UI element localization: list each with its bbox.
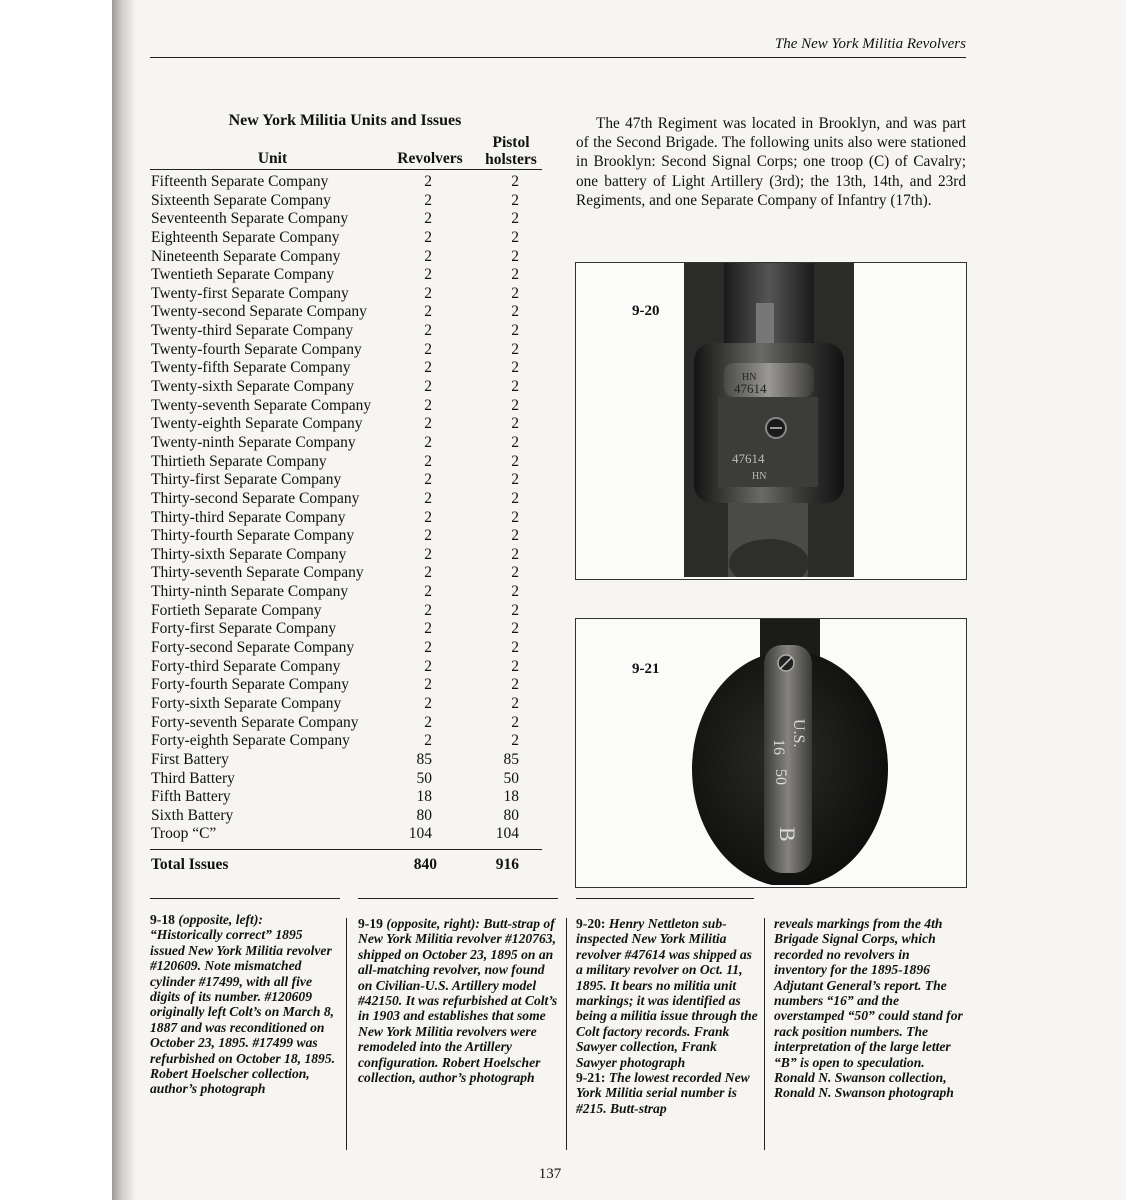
cell-unit: Sixteenth Separate Company bbox=[151, 191, 331, 209]
cell-holsters: 2 bbox=[511, 620, 519, 638]
caption-text-9-21: The lowest recorded New York Militia serial number is #215. Butt-strap bbox=[576, 1070, 750, 1116]
table-row bbox=[150, 751, 542, 770]
cell-holsters: 2 bbox=[511, 639, 519, 657]
table-row bbox=[150, 210, 542, 229]
caption-9-18 bbox=[150, 912, 338, 1097]
cell-holsters: 2 bbox=[511, 564, 519, 582]
caption-text-9-20: Henry Nettleton sub-inspected New York Militia revolver #47614 was shipped as a military revolver on Oct. 11, 1895. It bears no militia unit markings; it was identified as being a militia issue through the Colt factory records. Frank Sawyer collection, Frank Sawyer photograph bbox=[576, 916, 758, 1070]
cell-holsters: 2 bbox=[511, 713, 519, 731]
cell-holsters: 2 bbox=[511, 601, 519, 619]
caption-id-9-20: 9-20: bbox=[576, 916, 606, 931]
cell-revolvers: 2 bbox=[424, 452, 432, 470]
column-header-unit: Unit bbox=[257, 150, 288, 167]
cell-unit: Forty-eighth Separate Company bbox=[151, 732, 350, 750]
caption-divider-3 bbox=[764, 918, 765, 1150]
cell-holsters: 104 bbox=[495, 825, 519, 843]
cell-revolvers: 2 bbox=[424, 228, 432, 246]
cell-holsters: 2 bbox=[511, 359, 519, 377]
table-row bbox=[150, 546, 542, 565]
table-total-row bbox=[150, 855, 542, 875]
cell-unit: Eighteenth Separate Company bbox=[151, 228, 340, 246]
cell-unit: Forty-sixth Separate Company bbox=[151, 694, 342, 712]
cell-unit: Twenty-ninth Separate Company bbox=[151, 433, 356, 451]
table-row bbox=[150, 620, 542, 639]
cell-holsters: 2 bbox=[511, 471, 519, 489]
table-row bbox=[150, 229, 542, 248]
cell-unit: Forty-second Separate Company bbox=[151, 639, 355, 657]
table-row bbox=[150, 341, 542, 360]
caption-rule-2 bbox=[358, 898, 558, 899]
photo-frame-9-21 bbox=[575, 618, 967, 888]
book-spine-shadow bbox=[112, 0, 136, 1200]
table-row bbox=[150, 285, 542, 304]
table-row bbox=[150, 471, 542, 490]
cell-revolvers: 18 bbox=[416, 788, 432, 806]
body-paragraph: The 47th Regiment was located in Brooklyn, and was part of the Second Brigade. The following units also were stationed in Brooklyn: Second Signal Corps; one troop (C) of Cavalry; one battery of Light Artillery (3rd); the 13th, 14th, and 23rd Regiments, and one Separate Company of Infantry (17th). bbox=[576, 115, 966, 209]
table-row bbox=[150, 807, 542, 826]
cell-revolvers: 2 bbox=[424, 676, 432, 694]
table-row bbox=[150, 564, 542, 583]
cell-unit: Twenty-seventh Separate Company bbox=[151, 396, 372, 414]
table-row bbox=[150, 397, 542, 416]
cell-holsters: 2 bbox=[511, 284, 519, 302]
table-row bbox=[150, 192, 542, 211]
table-body bbox=[150, 173, 542, 844]
table-row bbox=[150, 658, 542, 677]
table-row bbox=[150, 583, 542, 602]
cell-unit: Seventeenth Separate Company bbox=[151, 210, 349, 228]
cell-unit: Fortieth Separate Company bbox=[151, 601, 322, 619]
cell-revolvers: 2 bbox=[424, 527, 432, 545]
cell-unit: Thirty-seventh Separate Company bbox=[151, 564, 364, 582]
cell-holsters: 2 bbox=[511, 340, 519, 358]
cell-holsters: 2 bbox=[511, 378, 519, 396]
table-title: New York Militia Units and Issues bbox=[228, 112, 462, 129]
table-row bbox=[150, 434, 542, 453]
cell-holsters: 2 bbox=[511, 415, 519, 433]
cell-revolvers: 2 bbox=[424, 210, 432, 228]
cell-unit: First Battery bbox=[151, 750, 229, 768]
cell-unit: Twenty-sixth Separate Company bbox=[151, 378, 354, 396]
table-row bbox=[150, 453, 542, 472]
cell-holsters: 50 bbox=[503, 769, 519, 787]
caption-divider-1 bbox=[346, 918, 347, 1150]
table-row bbox=[150, 527, 542, 546]
cell-unit: Twenty-first Separate Company bbox=[151, 284, 349, 302]
stamp-cylinder-hn: HN bbox=[752, 471, 767, 482]
cell-holsters: 80 bbox=[503, 806, 519, 824]
cell-holsters: 2 bbox=[511, 322, 519, 340]
cell-revolvers: 2 bbox=[424, 694, 432, 712]
cell-unit: Thirty-third Separate Company bbox=[151, 508, 346, 526]
cell-unit: Forty-first Separate Company bbox=[151, 620, 337, 638]
mark-16: 16 bbox=[770, 739, 787, 755]
butt-strap-photo bbox=[690, 619, 890, 885]
butt-strap-illustration bbox=[690, 619, 890, 885]
cell-revolvers: 2 bbox=[424, 415, 432, 433]
table-row bbox=[150, 770, 542, 789]
cell-unit: Twenty-third Separate Company bbox=[151, 322, 354, 340]
caption-9-20 bbox=[576, 916, 758, 1116]
cell-revolvers: 2 bbox=[424, 583, 432, 601]
column-header-holsters-line2: holsters bbox=[485, 151, 537, 168]
table-row bbox=[150, 490, 542, 509]
total-revolvers: 840 bbox=[413, 856, 437, 873]
table-row bbox=[150, 378, 542, 397]
serial-top: 47614 bbox=[734, 381, 767, 396]
cell-holsters: 2 bbox=[511, 657, 519, 675]
table-row bbox=[150, 415, 542, 434]
cell-unit: Thirty-ninth Separate Company bbox=[151, 583, 349, 601]
cell-unit: Thirty-sixth Separate Company bbox=[151, 545, 347, 563]
cell-revolvers: 2 bbox=[424, 284, 432, 302]
cell-unit: Twenty-fourth Separate Company bbox=[151, 340, 362, 358]
mark-b: B bbox=[775, 827, 800, 842]
cell-unit: Thirtieth Separate Company bbox=[151, 452, 327, 470]
caption-id-9-19: 9-19 bbox=[358, 916, 383, 931]
serial-cylinder: 47614 bbox=[732, 451, 765, 466]
cell-unit: Thirty-second Separate Company bbox=[151, 489, 360, 507]
cell-unit: Fifteenth Separate Company bbox=[151, 173, 329, 190]
photo-label-9-20: 9-20 bbox=[632, 303, 660, 319]
photo-frame-9-20 bbox=[575, 262, 967, 580]
total-holsters: 916 bbox=[495, 856, 519, 873]
cell-holsters: 2 bbox=[511, 173, 519, 190]
cell-revolvers: 2 bbox=[424, 545, 432, 563]
cell-unit: Troop “C” bbox=[151, 825, 217, 843]
table-row bbox=[150, 303, 542, 322]
column-header-revolvers: Revolvers bbox=[397, 150, 463, 167]
table-header-rule bbox=[150, 169, 542, 170]
cell-revolvers: 2 bbox=[424, 657, 432, 675]
cell-revolvers: 2 bbox=[424, 639, 432, 657]
caption-text-9-19: (opposite, right): Butt-strap of New York Militia revolver #120763, shipped on October 23, 1895 on an all-matching revolver, now found on Civilian-U.S. Artillery model #42150. It was refurbished at Colt’s in 1903 and establishes that some New York Militia revolvers were remodeled into the Artillery configuration. Robert Hoelscher collection, author’s photograph bbox=[358, 916, 558, 1086]
cell-unit: Twenty-fifth Separate Company bbox=[151, 359, 351, 377]
cell-revolvers: 2 bbox=[424, 508, 432, 526]
table-row bbox=[150, 602, 542, 621]
cell-revolvers: 2 bbox=[424, 471, 432, 489]
cell-revolvers: 2 bbox=[424, 173, 432, 190]
cell-holsters: 2 bbox=[511, 303, 519, 321]
column-header-holsters bbox=[478, 134, 544, 168]
table-row bbox=[150, 639, 542, 658]
table-row bbox=[150, 825, 542, 844]
cell-unit: Twenty-second Separate Company bbox=[151, 303, 367, 321]
cell-revolvers: 2 bbox=[424, 266, 432, 284]
table-row bbox=[150, 359, 542, 378]
cell-revolvers: 2 bbox=[424, 713, 432, 731]
table-row bbox=[150, 714, 542, 733]
cell-revolvers: 2 bbox=[424, 732, 432, 750]
cell-holsters: 18 bbox=[503, 788, 519, 806]
cell-unit: Thirty-first Separate Company bbox=[151, 471, 342, 489]
table-row bbox=[150, 173, 542, 192]
cell-holsters: 2 bbox=[511, 583, 519, 601]
cell-unit: Forty-third Separate Company bbox=[151, 657, 341, 675]
cell-unit: Twentieth Separate Company bbox=[151, 266, 335, 284]
caption-rule-1 bbox=[150, 898, 340, 899]
cell-revolvers: 2 bbox=[424, 433, 432, 451]
cell-revolvers: 50 bbox=[416, 769, 432, 787]
cell-holsters: 85 bbox=[503, 750, 519, 768]
page-number: 137 bbox=[538, 1166, 562, 1182]
cell-holsters: 2 bbox=[511, 694, 519, 712]
caption-text-9-21-continued: reveals markings from the 4th Brigade Signal Corps, which recorded no revolvers in inventory for the 1895-1896 Adjutant General’s report. The numbers “16” and the overstamped “50” could stand for rack position numbers. The interpretation of the large letter “B” is open to speculation. Ronald N. Swanson collection, Ronald N. Swanson photograph bbox=[774, 916, 963, 1101]
stamp-top-hn: HN bbox=[742, 372, 757, 383]
table-row bbox=[150, 788, 542, 807]
cell-holsters: 2 bbox=[511, 489, 519, 507]
cell-holsters: 2 bbox=[511, 676, 519, 694]
running-header: The New York Militia Revolvers bbox=[774, 36, 966, 52]
cell-unit: Thirty-fourth Separate Company bbox=[151, 527, 355, 545]
table-row bbox=[150, 509, 542, 528]
cell-revolvers: 2 bbox=[424, 620, 432, 638]
cell-holsters: 2 bbox=[511, 527, 519, 545]
table-row bbox=[150, 322, 542, 341]
caption-divider-2 bbox=[566, 918, 567, 1150]
revolver-cylinder-illustration bbox=[684, 263, 854, 577]
cell-revolvers: 2 bbox=[424, 564, 432, 582]
cell-revolvers: 80 bbox=[416, 806, 432, 824]
cell-unit: Fifth Battery bbox=[151, 788, 231, 806]
cell-unit: Forty-seventh Separate Company bbox=[151, 713, 359, 731]
cell-unit: Twenty-eighth Separate Company bbox=[151, 415, 363, 433]
cell-unit: Sixth Battery bbox=[151, 806, 234, 824]
total-label: Total Issues bbox=[151, 856, 229, 873]
cell-holsters: 2 bbox=[511, 732, 519, 750]
cell-holsters: 2 bbox=[511, 508, 519, 526]
caption-rule-3 bbox=[576, 898, 754, 899]
table-row bbox=[150, 248, 542, 267]
table-total-rule bbox=[150, 849, 542, 850]
cell-revolvers: 2 bbox=[424, 601, 432, 619]
cell-revolvers: 2 bbox=[424, 489, 432, 507]
cell-revolvers: 2 bbox=[424, 322, 432, 340]
table-row bbox=[150, 676, 542, 695]
photo-label-9-21: 9-21 bbox=[632, 661, 660, 677]
cell-holsters: 2 bbox=[511, 396, 519, 414]
header-rule bbox=[150, 57, 966, 58]
caption-id-9-18: 9-18 bbox=[150, 912, 175, 927]
cell-revolvers: 2 bbox=[424, 247, 432, 265]
mark-us: U.S. bbox=[790, 719, 807, 748]
cell-holsters: 2 bbox=[511, 228, 519, 246]
caption-id-9-21: 9-21: bbox=[576, 1070, 606, 1086]
cell-holsters: 2 bbox=[511, 452, 519, 470]
cell-revolvers: 2 bbox=[424, 340, 432, 358]
mark-50: 50 bbox=[772, 769, 789, 785]
cell-revolvers: 104 bbox=[408, 825, 432, 843]
cell-holsters: 2 bbox=[511, 191, 519, 209]
caption-9-21-continued bbox=[774, 916, 964, 1101]
cell-holsters: 2 bbox=[511, 433, 519, 451]
caption-9-19 bbox=[358, 916, 560, 1085]
cell-revolvers: 2 bbox=[424, 191, 432, 209]
cell-unit: Forty-fourth Separate Company bbox=[151, 676, 350, 694]
table-row bbox=[150, 266, 542, 285]
cell-unit: Nineteenth Separate Company bbox=[151, 247, 341, 265]
cell-revolvers: 2 bbox=[424, 396, 432, 414]
cell-holsters: 2 bbox=[511, 266, 519, 284]
table-row bbox=[150, 695, 542, 714]
cell-revolvers: 2 bbox=[424, 359, 432, 377]
cell-unit: Third Battery bbox=[151, 769, 235, 787]
cell-holsters: 2 bbox=[511, 247, 519, 265]
table-row bbox=[150, 732, 542, 751]
caption-text-9-18: (opposite, left): “Historically correct” 1895 issued New York Militia revolver #120609. Note mismatched cylinder #17499, with all five digits of its number. #120609 originally left Colt’s on March 8, 1887 and was reconditioned on October 23, 1895. #17499 was refurbished on October 18, 1895. Robert Hoelscher collection, author’s photograph bbox=[150, 912, 336, 1097]
cell-revolvers: 2 bbox=[424, 378, 432, 396]
cell-holsters: 2 bbox=[511, 210, 519, 228]
revolver-cylinder-photo bbox=[684, 263, 854, 577]
cell-revolvers: 85 bbox=[416, 750, 432, 768]
cell-holsters: 2 bbox=[511, 545, 519, 563]
cell-revolvers: 2 bbox=[424, 303, 432, 321]
column-header-holsters-line1: Pistol bbox=[492, 134, 530, 151]
